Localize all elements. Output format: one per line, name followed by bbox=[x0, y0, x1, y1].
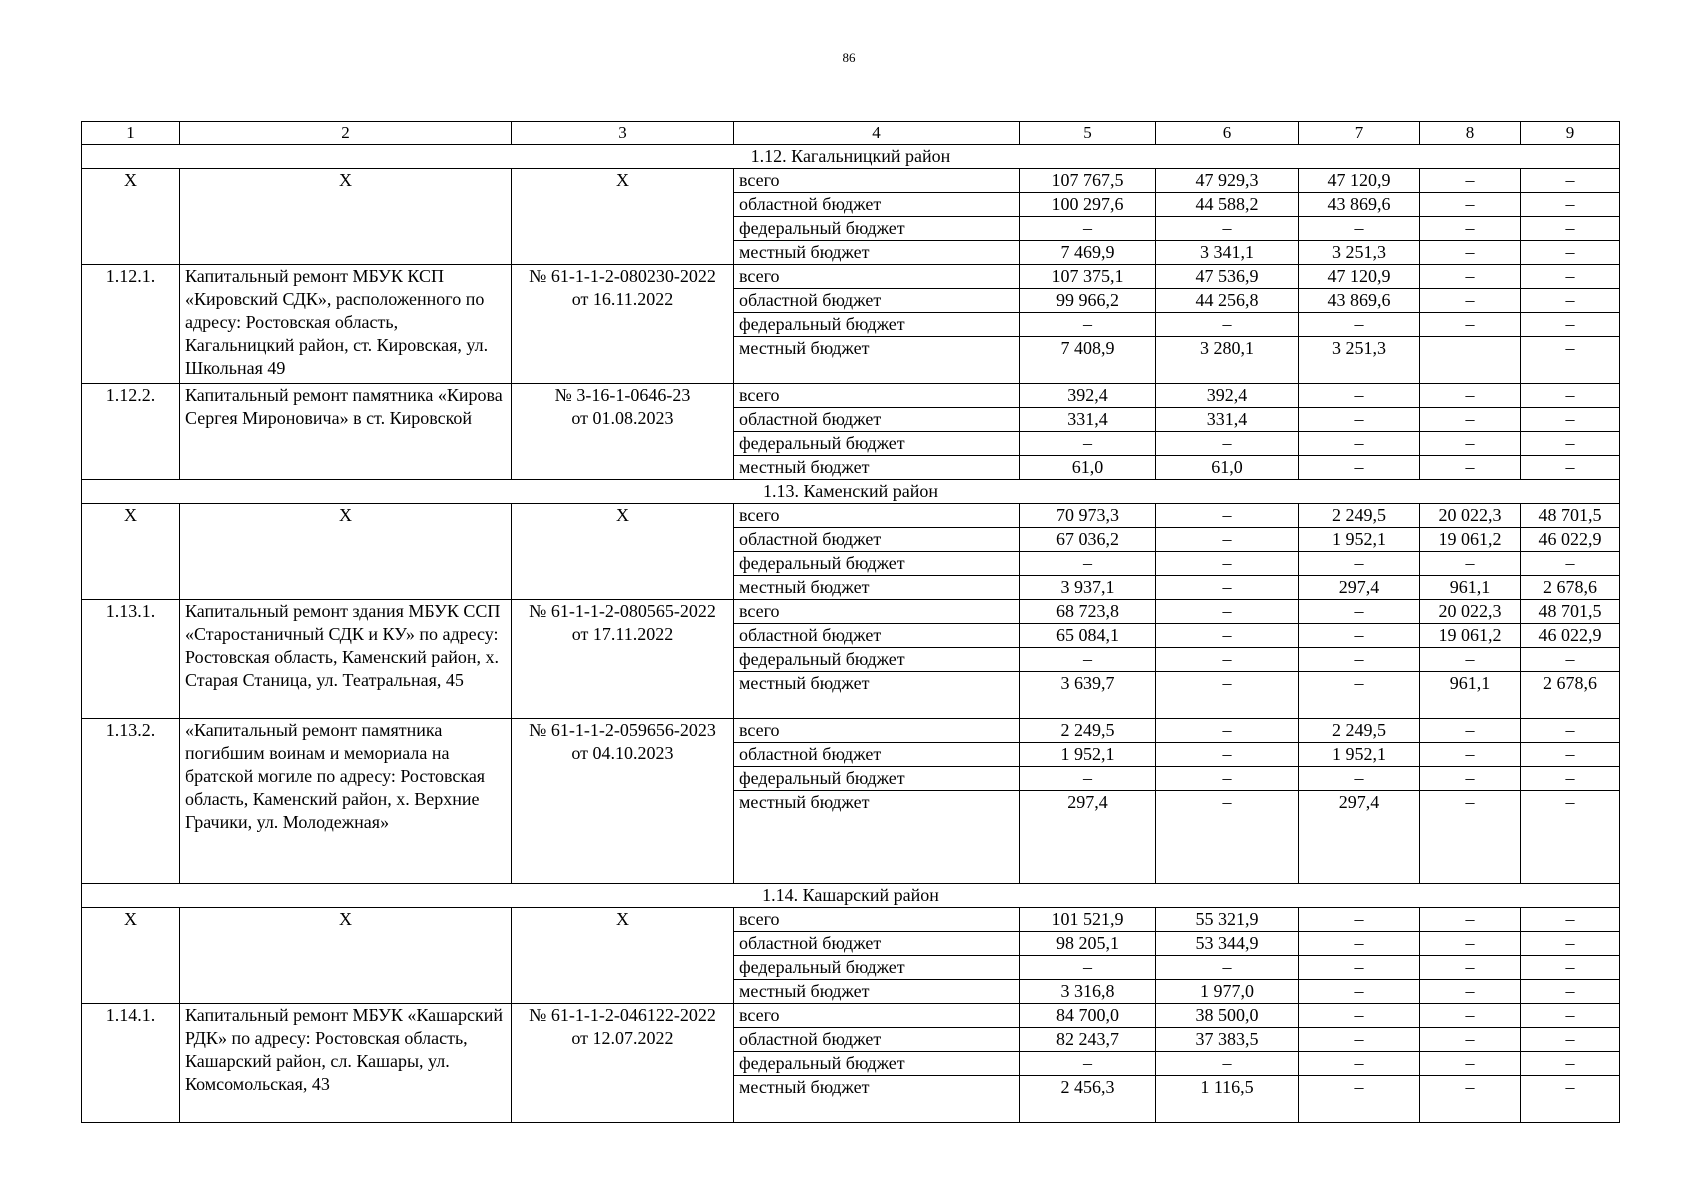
document-cell bbox=[512, 600, 734, 719]
item-row bbox=[82, 265, 1620, 289]
value-cell: 331,4 bbox=[1020, 408, 1156, 432]
value-cell: – bbox=[1521, 337, 1620, 384]
value-cell: 2 678,6 bbox=[1521, 576, 1620, 600]
value-cell: 20 022,3 bbox=[1420, 600, 1521, 624]
value-cell: – bbox=[1420, 384, 1521, 408]
budget-label-cell: федеральный бюджет bbox=[734, 767, 1020, 791]
value-cell: 2 249,5 bbox=[1020, 719, 1156, 743]
value-cell: – bbox=[1521, 313, 1620, 337]
value-cell: – bbox=[1521, 743, 1620, 767]
value-cell: 47 536,9 bbox=[1156, 265, 1299, 289]
value-cell: 55 321,9 bbox=[1156, 908, 1299, 932]
budget-label-cell: федеральный бюджет bbox=[734, 648, 1020, 672]
value-cell: – bbox=[1156, 576, 1299, 600]
value-cell: – bbox=[1420, 743, 1521, 767]
value-cell: – bbox=[1521, 384, 1620, 408]
document-cell bbox=[512, 719, 734, 884]
value-cell: – bbox=[1521, 908, 1620, 932]
value-cell: – bbox=[1521, 289, 1620, 313]
value-cell: – bbox=[1299, 672, 1420, 719]
value-cell: – bbox=[1521, 767, 1620, 791]
total-row bbox=[82, 908, 1620, 932]
value-cell: – bbox=[1420, 289, 1521, 313]
section-title: 1.13. Каменский район bbox=[82, 480, 1620, 504]
budget-label-cell: областной бюджет bbox=[734, 528, 1020, 552]
value-cell: – bbox=[1156, 648, 1299, 672]
document-cell: Х bbox=[512, 908, 734, 1004]
value-cell: – bbox=[1299, 648, 1420, 672]
value-cell: – bbox=[1420, 456, 1521, 480]
value-cell: 297,4 bbox=[1299, 576, 1420, 600]
section-title-row bbox=[82, 480, 1620, 504]
value-cell: – bbox=[1020, 1052, 1156, 1076]
value-cell: – bbox=[1299, 384, 1420, 408]
value-cell: 44 256,8 bbox=[1156, 289, 1299, 313]
value-cell: – bbox=[1420, 908, 1521, 932]
value-cell: 65 084,1 bbox=[1020, 624, 1156, 648]
value-cell: 3 639,7 bbox=[1020, 672, 1156, 719]
value-cell: – bbox=[1521, 169, 1620, 193]
value-cell: – bbox=[1521, 265, 1620, 289]
value-cell: – bbox=[1299, 980, 1420, 1004]
header-cell: 3 bbox=[512, 122, 734, 145]
object-name-cell: Капитальный ремонт памятника «Кирова Сергея Мироновича» в ст. Кировской bbox=[180, 384, 512, 480]
value-cell: – bbox=[1420, 791, 1521, 884]
value-cell: 392,4 bbox=[1156, 384, 1299, 408]
value-cell: – bbox=[1420, 719, 1521, 743]
row-number-cell: 1.13.1. bbox=[82, 600, 180, 719]
header-cell: 1 bbox=[82, 122, 180, 145]
budget-label-cell: всего bbox=[734, 908, 1020, 932]
value-cell: – bbox=[1521, 552, 1620, 576]
value-cell: – bbox=[1020, 552, 1156, 576]
value-cell: – bbox=[1521, 408, 1620, 432]
value-cell: 53 344,9 bbox=[1156, 932, 1299, 956]
budget-label-cell: федеральный бюджет bbox=[734, 313, 1020, 337]
value-cell: – bbox=[1299, 432, 1420, 456]
value-cell: – bbox=[1420, 432, 1521, 456]
value-cell: – bbox=[1521, 432, 1620, 456]
document-date: от 04.10.2023 bbox=[571, 743, 674, 763]
value-cell: 961,1 bbox=[1420, 672, 1521, 719]
value-cell: – bbox=[1299, 408, 1420, 432]
value-cell: – bbox=[1299, 552, 1420, 576]
budget-label-cell: всего bbox=[734, 265, 1020, 289]
value-cell: – bbox=[1156, 432, 1299, 456]
value-cell: 3 251,3 bbox=[1299, 337, 1420, 384]
value-cell: – bbox=[1420, 648, 1521, 672]
value-cell: 297,4 bbox=[1020, 791, 1156, 884]
value-cell: – bbox=[1299, 1076, 1420, 1123]
header-cell: 2 bbox=[180, 122, 512, 145]
value-cell: – bbox=[1020, 217, 1156, 241]
object-name-cell: Х bbox=[180, 169, 512, 265]
budget-label-cell: областной бюджет bbox=[734, 1028, 1020, 1052]
table-body bbox=[82, 122, 1620, 1123]
value-cell: 70 973,3 bbox=[1020, 504, 1156, 528]
value-cell: 3 341,1 bbox=[1156, 241, 1299, 265]
value-cell: 1 977,0 bbox=[1156, 980, 1299, 1004]
budget-label-cell: федеральный бюджет bbox=[734, 1052, 1020, 1076]
value-cell: 107 375,1 bbox=[1020, 265, 1156, 289]
budget-label-cell: всего bbox=[734, 719, 1020, 743]
header-cell: 7 bbox=[1299, 122, 1420, 145]
row-number-cell: 1.12.1. bbox=[82, 265, 180, 384]
value-cell: 101 521,9 bbox=[1020, 908, 1156, 932]
header-cell: 9 bbox=[1521, 122, 1620, 145]
document-cell: Х bbox=[512, 504, 734, 600]
row-number-cell: Х bbox=[82, 908, 180, 1004]
value-cell: 107 767,5 bbox=[1020, 169, 1156, 193]
value-cell: 46 022,9 bbox=[1521, 624, 1620, 648]
budget-label-cell: федеральный бюджет bbox=[734, 552, 1020, 576]
header-cell: 6 bbox=[1156, 122, 1299, 145]
item-row bbox=[82, 384, 1620, 408]
budget-label-cell: всего bbox=[734, 504, 1020, 528]
document-cell: Х bbox=[512, 169, 734, 265]
value-cell: – bbox=[1521, 932, 1620, 956]
budget-label-cell: всего bbox=[734, 169, 1020, 193]
section-title-row bbox=[82, 884, 1620, 908]
value-cell: – bbox=[1521, 217, 1620, 241]
value-cell: – bbox=[1521, 1052, 1620, 1076]
value-cell: 46 022,9 bbox=[1521, 528, 1620, 552]
value-cell: 2 249,5 bbox=[1299, 504, 1420, 528]
value-cell: – bbox=[1156, 743, 1299, 767]
document-number: № 3-16-1-0646-23 bbox=[554, 385, 691, 405]
object-name-cell: Х bbox=[180, 908, 512, 1004]
value-cell: – bbox=[1299, 624, 1420, 648]
budget-label-cell: местный бюджет bbox=[734, 672, 1020, 719]
value-cell: – bbox=[1521, 980, 1620, 1004]
row-number-cell: 1.14.1. bbox=[82, 1004, 180, 1123]
document-date: от 12.07.2022 bbox=[571, 1028, 674, 1048]
value-cell: – bbox=[1420, 217, 1521, 241]
value-cell: 61,0 bbox=[1020, 456, 1156, 480]
value-cell: 43 869,6 bbox=[1299, 289, 1420, 313]
value-cell: – bbox=[1521, 648, 1620, 672]
item-row bbox=[82, 719, 1620, 743]
value-cell: 1 952,1 bbox=[1299, 743, 1420, 767]
value-cell: 19 061,2 bbox=[1420, 624, 1521, 648]
value-cell: – bbox=[1420, 1076, 1521, 1123]
value-cell: – bbox=[1521, 1004, 1620, 1028]
page-number: 86 bbox=[842, 50, 856, 65]
document-cell bbox=[512, 1004, 734, 1123]
value-cell: 47 929,3 bbox=[1156, 169, 1299, 193]
value-cell: 2 249,5 bbox=[1299, 719, 1420, 743]
value-cell: – bbox=[1420, 1028, 1521, 1052]
value-cell: 331,4 bbox=[1156, 408, 1299, 432]
total-row bbox=[82, 169, 1620, 193]
value-cell: 37 383,5 bbox=[1156, 1028, 1299, 1052]
value-cell: 44 588,2 bbox=[1156, 193, 1299, 217]
total-row bbox=[82, 504, 1620, 528]
value-cell: 48 701,5 bbox=[1521, 600, 1620, 624]
value-cell: 7 408,9 bbox=[1020, 337, 1156, 384]
document-number: № 61-1-1-2-046122-2022 bbox=[529, 1005, 716, 1025]
value-cell: – bbox=[1020, 648, 1156, 672]
budget-label-cell: местный бюджет bbox=[734, 576, 1020, 600]
value-cell: – bbox=[1521, 241, 1620, 265]
value-cell: – bbox=[1156, 672, 1299, 719]
row-number-cell: Х bbox=[82, 504, 180, 600]
header-row bbox=[82, 122, 1620, 145]
value-cell: 2 678,6 bbox=[1521, 672, 1620, 719]
value-cell: 67 036,2 bbox=[1020, 528, 1156, 552]
value-cell: 48 701,5 bbox=[1521, 504, 1620, 528]
value-cell: 3 937,1 bbox=[1020, 576, 1156, 600]
value-cell bbox=[1420, 337, 1521, 384]
value-cell: 43 869,6 bbox=[1299, 193, 1420, 217]
value-cell: 2 456,3 bbox=[1020, 1076, 1156, 1123]
value-cell: – bbox=[1156, 1052, 1299, 1076]
value-cell: 3 251,3 bbox=[1299, 241, 1420, 265]
value-cell: 68 723,8 bbox=[1020, 600, 1156, 624]
value-cell: – bbox=[1299, 456, 1420, 480]
value-cell: – bbox=[1020, 432, 1156, 456]
budget-table bbox=[81, 121, 1620, 1123]
value-cell: – bbox=[1521, 456, 1620, 480]
budget-label-cell: областной бюджет bbox=[734, 289, 1020, 313]
value-cell: 61,0 bbox=[1156, 456, 1299, 480]
value-cell: – bbox=[1420, 767, 1521, 791]
value-cell: – bbox=[1156, 719, 1299, 743]
value-cell: – bbox=[1156, 217, 1299, 241]
value-cell: – bbox=[1420, 956, 1521, 980]
object-name-cell: Капитальный ремонт здания МБУК ССП «Старостаничный СДК и КУ» по адресу: Ростовская область, Каменский район, х. Старая Станица, ул. Театральная, 45 bbox=[180, 600, 512, 719]
budget-label-cell: всего bbox=[734, 1004, 1020, 1028]
value-cell: – bbox=[1156, 767, 1299, 791]
value-cell: 84 700,0 bbox=[1020, 1004, 1156, 1028]
value-cell: – bbox=[1299, 217, 1420, 241]
value-cell: – bbox=[1299, 600, 1420, 624]
value-cell: 100 297,6 bbox=[1020, 193, 1156, 217]
budget-label-cell: местный бюджет bbox=[734, 980, 1020, 1004]
item-row bbox=[82, 1004, 1620, 1028]
value-cell: 1 952,1 bbox=[1299, 528, 1420, 552]
value-cell: – bbox=[1420, 552, 1521, 576]
value-cell: 1 116,5 bbox=[1156, 1076, 1299, 1123]
value-cell: – bbox=[1420, 980, 1521, 1004]
value-cell: – bbox=[1299, 932, 1420, 956]
value-cell: 1 952,1 bbox=[1020, 743, 1156, 767]
budget-label-cell: всего bbox=[734, 600, 1020, 624]
header-cell: 8 bbox=[1420, 122, 1521, 145]
header-cell: 5 bbox=[1020, 122, 1156, 145]
section-title: 1.14. Кашарский район bbox=[82, 884, 1620, 908]
value-cell: – bbox=[1299, 313, 1420, 337]
value-cell: – bbox=[1020, 956, 1156, 980]
value-cell: – bbox=[1156, 528, 1299, 552]
value-cell: – bbox=[1521, 193, 1620, 217]
value-cell: 392,4 bbox=[1020, 384, 1156, 408]
header-cell: 4 bbox=[734, 122, 1020, 145]
value-cell: 20 022,3 bbox=[1420, 504, 1521, 528]
value-cell: – bbox=[1521, 1076, 1620, 1123]
value-cell: – bbox=[1420, 265, 1521, 289]
value-cell: 3 316,8 bbox=[1020, 980, 1156, 1004]
budget-label-cell: областной бюджет bbox=[734, 932, 1020, 956]
budget-label-cell: федеральный бюджет bbox=[734, 432, 1020, 456]
value-cell: – bbox=[1020, 767, 1156, 791]
object-name-cell: Х bbox=[180, 504, 512, 600]
value-cell: – bbox=[1420, 241, 1521, 265]
value-cell: 82 243,7 bbox=[1020, 1028, 1156, 1052]
budget-label-cell: всего bbox=[734, 384, 1020, 408]
value-cell: 98 205,1 bbox=[1020, 932, 1156, 956]
value-cell: 47 120,9 bbox=[1299, 265, 1420, 289]
value-cell: – bbox=[1156, 313, 1299, 337]
row-number-cell: 1.13.2. bbox=[82, 719, 180, 884]
document-date: от 17.11.2022 bbox=[571, 624, 674, 644]
value-cell: – bbox=[1156, 956, 1299, 980]
row-number-cell: Х bbox=[82, 169, 180, 265]
value-cell: – bbox=[1020, 313, 1156, 337]
value-cell: 38 500,0 bbox=[1156, 1004, 1299, 1028]
section-title-row bbox=[82, 145, 1620, 169]
budget-label-cell: местный бюджет bbox=[734, 337, 1020, 384]
value-cell: – bbox=[1156, 624, 1299, 648]
value-cell: – bbox=[1521, 1028, 1620, 1052]
value-cell: – bbox=[1299, 1028, 1420, 1052]
budget-label-cell: федеральный бюджет bbox=[734, 956, 1020, 980]
document-date: от 16.11.2022 bbox=[571, 289, 674, 309]
document-number: № 61-1-1-2-080230-2022 bbox=[529, 266, 716, 286]
document-number: № 61-1-1-2-080565-2022 bbox=[529, 601, 716, 621]
value-cell: 19 061,2 bbox=[1420, 528, 1521, 552]
value-cell: – bbox=[1299, 1052, 1420, 1076]
value-cell: – bbox=[1420, 313, 1521, 337]
document-number: № 61-1-1-2-059656-2023 bbox=[529, 720, 716, 740]
document-cell bbox=[512, 384, 734, 480]
value-cell: 297,4 bbox=[1299, 791, 1420, 884]
value-cell: 47 120,9 bbox=[1299, 169, 1420, 193]
budget-label-cell: местный бюджет bbox=[734, 241, 1020, 265]
value-cell: – bbox=[1420, 408, 1521, 432]
value-cell: 3 280,1 bbox=[1156, 337, 1299, 384]
document-cell bbox=[512, 265, 734, 384]
value-cell: – bbox=[1521, 719, 1620, 743]
budget-label-cell: областной бюджет bbox=[734, 193, 1020, 217]
value-cell: – bbox=[1521, 791, 1620, 884]
document-date: от 01.08.2023 bbox=[571, 408, 674, 428]
budget-label-cell: областной бюджет bbox=[734, 624, 1020, 648]
budget-label-cell: областной бюджет bbox=[734, 408, 1020, 432]
value-cell: – bbox=[1299, 956, 1420, 980]
value-cell: – bbox=[1156, 791, 1299, 884]
value-cell: – bbox=[1420, 1004, 1521, 1028]
value-cell: – bbox=[1420, 169, 1521, 193]
value-cell: – bbox=[1299, 908, 1420, 932]
budget-label-cell: местный бюджет bbox=[734, 1076, 1020, 1123]
section-title: 1.12. Кагальницкий район bbox=[82, 145, 1620, 169]
object-name-cell: «Капитальный ремонт памятника погибшим воинам и мемориала на братской могиле по адресу: Ростовская область, Каменский район, х. Верхние Грачики, ул. Молодежная» bbox=[180, 719, 512, 884]
value-cell: – bbox=[1156, 552, 1299, 576]
value-cell: 99 966,2 bbox=[1020, 289, 1156, 313]
value-cell: – bbox=[1299, 767, 1420, 791]
value-cell: – bbox=[1299, 1004, 1420, 1028]
row-number-cell: 1.12.2. bbox=[82, 384, 180, 480]
object-name-cell: Капитальный ремонт МБУК КСП «Кировский СДК», расположенного по адресу: Ростовская область, Кагальницкий район, ст. Кировская, ул. Школьная 49 bbox=[180, 265, 512, 384]
value-cell: – bbox=[1521, 956, 1620, 980]
budget-label-cell: местный бюджет bbox=[734, 791, 1020, 884]
value-cell: – bbox=[1156, 600, 1299, 624]
value-cell: 961,1 bbox=[1420, 576, 1521, 600]
value-cell: – bbox=[1420, 932, 1521, 956]
value-cell: 7 469,9 bbox=[1020, 241, 1156, 265]
item-row bbox=[82, 600, 1620, 624]
object-name-cell: Капитальный ремонт МБУК «Кашарский РДК» по адресу: Ростовская область, Кашарский район, сл. Кашары, ул. Комсомольская, 43 bbox=[180, 1004, 512, 1123]
value-cell: – bbox=[1420, 193, 1521, 217]
budget-label-cell: местный бюджет bbox=[734, 456, 1020, 480]
budget-label-cell: федеральный бюджет bbox=[734, 217, 1020, 241]
value-cell: – bbox=[1420, 1052, 1521, 1076]
budget-label-cell: областной бюджет bbox=[734, 743, 1020, 767]
value-cell: – bbox=[1156, 504, 1299, 528]
